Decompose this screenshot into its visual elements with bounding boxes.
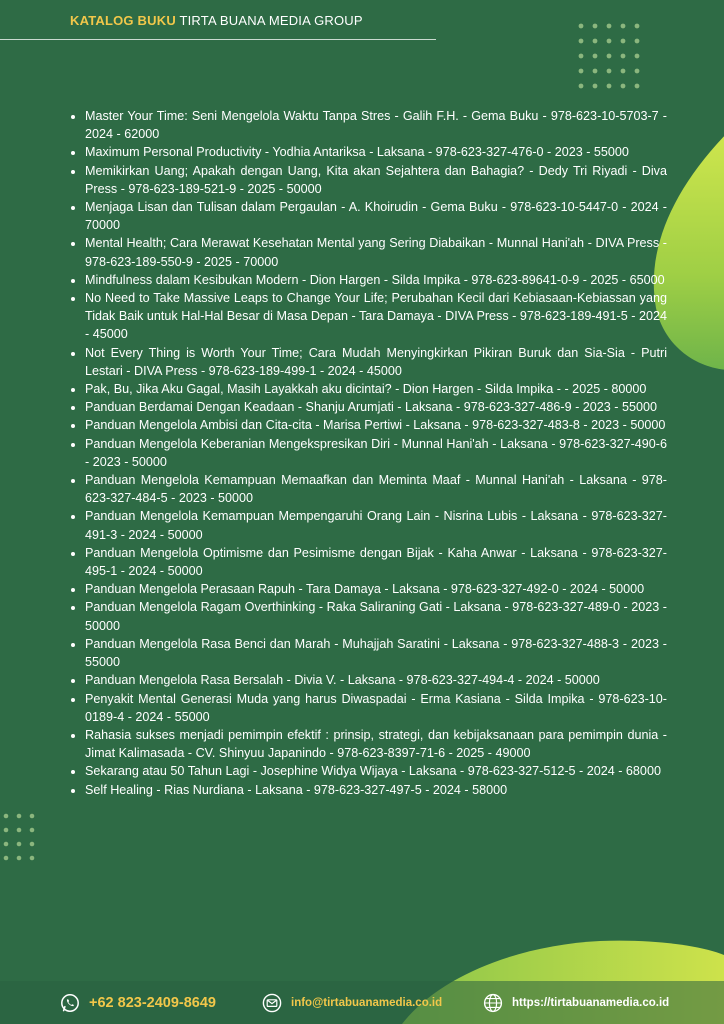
book-entry: • Panduan Mengelola Optimisme dan Pesimisme dengan Bijak - Kaha Anwar - Laksana - 978-623-327-495-1 - 2024 - 50000	[85, 544, 667, 580]
phone-contact[interactable]	[60, 990, 216, 1016]
book-entry: • Panduan Mengelola Perasaan Rapuh - Tara Damaya - Laksana - 978-623-327-492-0 - 2024 - 50000	[85, 580, 667, 598]
book-entry: • Panduan Mengelola Ambisi dan Cita-cita - Marisa Pertiwi - Laksana - 978-623-327-483-8 - 2023 - 50000	[85, 416, 667, 434]
website-contact[interactable]	[483, 990, 669, 1016]
header-divider	[0, 39, 436, 40]
book-entry: • Master Your Time: Seni Mengelola Waktu Tanpa Stres - Galih F.H. - Gema Buku - 978-623-10-5703-7 - 2024 - 62000	[85, 107, 667, 143]
website-url: https://tirtabuanamedia.co.id	[512, 997, 670, 1009]
book-entry: • Memikirkan Uang; Apakah dengan Uang, Kita akan Sejahtera dan Bahagia? - Dedy Tri Riyadi - Diva Press - 978-623-189-521-9 - 2025 - 50000	[85, 162, 667, 198]
book-entry: • Panduan Mengelola Rasa Bersalah - Divia V. - Laksana - 978-623-327-494-4 - 2024 - 50000	[85, 671, 667, 689]
book-entry: • Self Healing - Rias Nurdiana - Laksana - 978-623-327-497-5 - 2024 - 58000	[85, 781, 667, 799]
mail-icon	[262, 993, 282, 1013]
book-entry: • Pak, Bu, Jika Aku Gagal, Masih Layakkah aku dicintai? - Dion Hargen - Silda Impika - - 2025 - 80000	[85, 380, 667, 398]
book-entry: • Panduan Mengelola Kemampuan Memaafkan dan Meminta Maaf - Munnal Hani'ah - Laksana - 978-623-327-484-5 - 2023 - 50000	[85, 471, 667, 507]
book-entry: • Panduan Mengelola Rasa Benci dan Marah - Muhajjah Saratini - Laksana - 978-623-327-488-3 - 2023 - 55000	[85, 635, 667, 671]
publisher-name: TIRTA BUANA MEDIA GROUP	[179, 13, 363, 28]
book-entry: • Menjaga Lisan dan Tulisan dalam Pergaulan - A. Khoirudin - Gema Buku - 978-623-10-5447-0 - 2024 - 70000	[85, 198, 667, 234]
catalog-label: KATALOG BUKU	[70, 13, 176, 28]
phone-number: +62 823-2409-8649	[89, 995, 216, 1011]
book-entry: • No Need to Take Massive Leaps to Change Your Life; Perubahan Kecil dari Kebiasaan-Kebiassan yang Tidak Baik untuk Hal-Hal Besar di Masa Depan - Tara Damaya - DIVA Press - 978-623-189-491-5 - 2024 - 45000	[85, 289, 667, 344]
page-header	[70, 13, 363, 28]
dot-pattern-top-right	[576, 22, 648, 92]
book-entry: • Mindfulness dalam Kesibukan Modern - Dion Hargen - Silda Impika - 978-623-89641-0-9 - 2025 - 65000	[85, 271, 667, 289]
book-entry: • Panduan Mengelola Kemampuan Mempengaruhi Orang Lain - Nisrina Lubis - Laksana - 978-623-327-491-3 - 2024 - 50000	[85, 507, 667, 543]
dot-pattern-bottom-left	[2, 812, 42, 870]
contact-footer	[0, 990, 724, 1016]
book-entry: • Penyakit Mental Generasi Muda yang harus Diwaspadai - Erma Kasiana - Silda Impika - 978-623-10-0189-4 - 2024 - 55000	[85, 690, 667, 726]
book-entry: • Mental Health; Cara Merawat Kesehatan Mental yang Sering Diabaikan - Munnal Hani'ah - DIVA Press - 978-623-189-550-9 - 2025 - 70000	[85, 234, 667, 270]
book-entry: • Rahasia sukses menjadi pemimpin efektif : prinsip, strategi, dan kebijaksanaan para pemimpin dunia - Jimat Kalimasada - CV. Shinyuu Japanindo - 978-623-8397-71-6 - 2025 - 49000	[85, 726, 667, 762]
book-entry: • Maximum Personal Productivity - Yodhia Antariksa - Laksana - 978-623-327-476-0 - 2023 - 55000	[85, 143, 667, 161]
book-entry: • Not Every Thing is Worth Your Time; Cara Mudah Menyingkirkan Pikiran Buruk dan Sia-Sia - Putri Lestari - DIVA Press - 978-623-189-499-1 - 2024 - 45000	[85, 344, 667, 380]
email-address: info@tirtabuanamedia.co.id	[291, 997, 443, 1009]
book-entry: • Panduan Mengelola Keberanian Mengekspresikan Diri - Munnal Hani'ah - Laksana - 978-623-327-490-6 - 2023 - 50000	[85, 435, 667, 471]
book-entry: • Panduan Mengelola Ragam Overthinking - Raka Saliraning Gati - Laksana - 978-623-327-489-0 - 2023 - 50000	[85, 598, 667, 634]
whatsapp-icon	[60, 993, 80, 1013]
email-contact[interactable]	[262, 990, 442, 1016]
book-entry: • Sekarang atau 50 Tahun Lagi - Josephine Widya Wijaya - Laksana - 978-623-327-512-5 - 2024 - 68000	[85, 762, 667, 780]
book-list	[68, 107, 667, 799]
globe-icon	[483, 993, 503, 1013]
book-entry: • Panduan Berdamai Dengan Keadaan - Shanju Arumjati - Laksana - 978-623-327-486-9 - 2023 - 55000	[85, 398, 667, 416]
